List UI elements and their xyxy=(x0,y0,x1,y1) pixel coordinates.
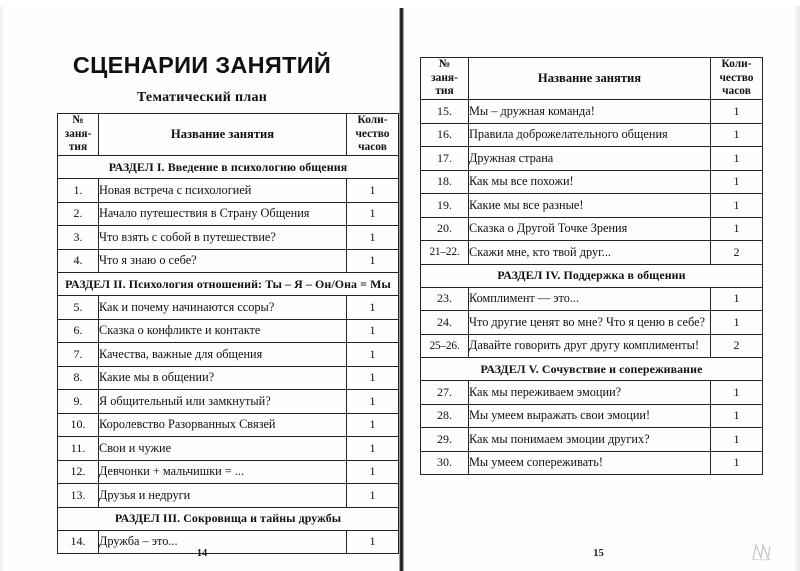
cell-lesson-number: 20. xyxy=(421,217,469,241)
cell-lesson-number: 23. xyxy=(421,287,469,311)
cell-lesson-number: 18. xyxy=(421,170,469,194)
column-header-lesson-name: Название занятия xyxy=(99,114,347,156)
page-left xyxy=(5,0,399,571)
section-title: РАЗДЕЛ IV. Поддержка в общении xyxy=(421,264,763,287)
section-title: РАЗДЕЛ II. Психология отношений: Ты – Я – Он/Она = Мы xyxy=(58,273,399,296)
table-row xyxy=(58,202,399,226)
table-row xyxy=(421,404,763,428)
cell-lesson-name: Качества, важные для общения xyxy=(99,343,347,367)
table-row xyxy=(58,226,399,250)
header-line-2: чество xyxy=(719,71,754,84)
cell-lesson-name: Друзья и недруги xyxy=(99,484,347,508)
cell-lesson-number: 17. xyxy=(421,147,469,171)
cell-hours: 1 xyxy=(347,319,399,343)
cell-hours: 1 xyxy=(347,366,399,390)
cell-lesson-name: Королевство Разорванных Связей xyxy=(99,413,347,437)
header-line-1: Коли- xyxy=(721,58,752,71)
column-header-lesson-number xyxy=(58,114,99,156)
table-row xyxy=(421,217,763,241)
cell-lesson-name: Что я знаю о себе? xyxy=(99,249,347,273)
table-head-left xyxy=(58,114,399,156)
table-body-left xyxy=(58,156,399,554)
cell-hours: 1 xyxy=(347,249,399,273)
page-number-left: 14 xyxy=(196,548,208,559)
cell-lesson-name: Комплимент — это... xyxy=(469,287,711,311)
cell-hours: 1 xyxy=(711,311,763,335)
section-row xyxy=(58,273,399,296)
table-row xyxy=(58,249,399,273)
cell-hours: 1 xyxy=(711,194,763,218)
cell-lesson-number: 12. xyxy=(58,460,99,484)
table-row xyxy=(58,366,399,390)
table-row xyxy=(421,428,763,452)
cell-lesson-name: Что другие ценят во мне? Что я ценю в себе? xyxy=(469,311,711,335)
cell-lesson-name: Как мы все похожи! xyxy=(469,170,711,194)
table-row xyxy=(421,287,763,311)
header-line-1: № xyxy=(438,58,451,71)
cell-lesson-name: Какие мы все разные! xyxy=(469,194,711,218)
section-row xyxy=(58,507,399,530)
table-body-right xyxy=(421,100,763,475)
cell-lesson-number: 24. xyxy=(421,311,469,335)
cell-lesson-name: Давайте говорить друг другу комплименты! xyxy=(469,334,711,358)
section-title: РАЗДЕЛ V. Сочувствие и сопереживание xyxy=(421,358,763,381)
table-row xyxy=(421,334,763,358)
cell-lesson-number: 13. xyxy=(58,484,99,508)
table-row xyxy=(58,296,399,320)
cell-hours: 1 xyxy=(711,100,763,124)
cell-lesson-name: Правила доброжелательного общения xyxy=(469,123,711,147)
scan-edge-right xyxy=(793,0,800,571)
cell-lesson-number: 3. xyxy=(58,226,99,250)
cell-lesson-number: 14. xyxy=(58,530,99,554)
column-header-lesson-number xyxy=(421,58,469,100)
cell-lesson-number: 7. xyxy=(58,343,99,367)
table-row xyxy=(421,381,763,405)
cell-lesson-number: 1. xyxy=(58,179,99,203)
cell-lesson-name: Дружная страна xyxy=(469,147,711,171)
cell-hours: 1 xyxy=(711,381,763,405)
cell-hours: 1 xyxy=(711,147,763,171)
header-line-2: заня- xyxy=(431,71,458,84)
cell-lesson-number: 2. xyxy=(58,202,99,226)
table-header-row xyxy=(421,58,763,100)
cell-lesson-name: Девчонки + мальчишки = ... xyxy=(99,460,347,484)
cell-lesson-name: Я общительный или замкнутый? xyxy=(99,390,347,414)
section-row xyxy=(58,156,399,179)
cell-lesson-number: 16. xyxy=(421,123,469,147)
header-line-3: тия xyxy=(435,85,454,98)
cell-lesson-number: 30. xyxy=(421,451,469,475)
section-row xyxy=(421,358,763,381)
table-head-right xyxy=(421,58,763,100)
cell-lesson-number: 25–26. xyxy=(421,334,469,358)
cell-hours: 1 xyxy=(347,226,399,250)
cell-lesson-name: Мы умеем выражать свои эмоции! xyxy=(469,404,711,428)
cell-lesson-number: 15. xyxy=(421,100,469,124)
cell-hours: 1 xyxy=(347,530,399,554)
cell-lesson-name: Мы умеем сопереживать! xyxy=(469,451,711,475)
cell-lesson-number: 27. xyxy=(421,381,469,405)
header-line-1: Коли- xyxy=(357,114,388,127)
section-title: РАЗДЕЛ III. Сокровища и тайны дружбы xyxy=(58,507,399,530)
cell-hours: 2 xyxy=(711,241,763,265)
cell-hours: 1 xyxy=(347,437,399,461)
cell-lesson-number: 19. xyxy=(421,194,469,218)
cell-hours: 2 xyxy=(711,334,763,358)
cell-hours: 1 xyxy=(711,217,763,241)
cell-lesson-name: Как мы переживаем эмоции? xyxy=(469,381,711,405)
cell-lesson-name: Сказка о Другой Точке Зрения xyxy=(469,217,711,241)
cell-lesson-name: Какие мы в общении? xyxy=(99,366,347,390)
header-line-1: № xyxy=(72,114,84,127)
cell-lesson-name: Сказка о конфликте и контакте xyxy=(99,319,347,343)
cell-lesson-name: Как мы понимаем эмоции других? xyxy=(469,428,711,452)
section-row xyxy=(421,264,763,287)
cell-lesson-name: Свои и чужие xyxy=(99,437,347,461)
cell-hours: 1 xyxy=(347,202,399,226)
table-row xyxy=(421,241,763,265)
table-row xyxy=(421,147,763,171)
table-row xyxy=(421,194,763,218)
header-line-2: заня- xyxy=(64,127,92,140)
cell-hours: 1 xyxy=(347,484,399,508)
table-row xyxy=(58,343,399,367)
handwritten-mark-icon xyxy=(749,541,775,561)
cell-lesson-name: Мы – дружная команда! xyxy=(469,100,711,124)
cell-hours: 1 xyxy=(347,460,399,484)
cell-hours: 1 xyxy=(711,287,763,311)
cell-hours: 1 xyxy=(347,343,399,367)
cell-lesson-name: Дружба – это... xyxy=(99,530,347,554)
header-line-2: чество xyxy=(355,127,390,140)
column-header-hours xyxy=(347,114,399,156)
cell-hours: 1 xyxy=(711,123,763,147)
cell-lesson-name: Скажи мне, кто твой друг... xyxy=(469,241,711,265)
header-line-3: часов xyxy=(358,141,387,154)
page-right xyxy=(404,0,793,571)
cell-lesson-number: 29. xyxy=(421,428,469,452)
page-number-right: 15 xyxy=(593,548,604,559)
cell-hours: 1 xyxy=(347,296,399,320)
cell-lesson-number: 8. xyxy=(58,366,99,390)
cell-lesson-number: 10. xyxy=(58,413,99,437)
cell-hours: 1 xyxy=(711,170,763,194)
cell-hours: 1 xyxy=(347,179,399,203)
cell-hours: 1 xyxy=(347,413,399,437)
cell-lesson-number: 21–22. xyxy=(421,241,469,265)
cell-lesson-number: 6. xyxy=(58,319,99,343)
table-row xyxy=(58,390,399,414)
table-row xyxy=(421,451,763,475)
thematic-plan-table-left xyxy=(57,113,399,554)
page-title: СЦЕНАРИИ ЗАНЯТИЙ xyxy=(72,52,332,78)
cell-hours: 1 xyxy=(711,428,763,452)
table-row xyxy=(58,437,399,461)
cell-lesson-number: 11. xyxy=(58,437,99,461)
table-row xyxy=(58,460,399,484)
cell-lesson-name: Новая встреча с психологией xyxy=(99,179,347,203)
thematic-plan-table-right xyxy=(420,57,763,475)
cell-lesson-name: Как и почему начинаются ссоры? xyxy=(99,296,347,320)
cell-hours: 1 xyxy=(347,390,399,414)
column-header-lesson-name: Название занятия xyxy=(469,58,711,100)
table-row xyxy=(58,484,399,508)
cell-lesson-number: 4. xyxy=(58,249,99,273)
table-row xyxy=(421,123,763,147)
table-row xyxy=(421,100,763,124)
table-row xyxy=(58,179,399,203)
header-line-3: тия xyxy=(68,141,88,154)
cell-hours: 1 xyxy=(711,451,763,475)
section-title: РАЗДЕЛ I. Введение в психологию общения xyxy=(58,156,399,179)
table-header-row xyxy=(58,114,399,156)
table-row xyxy=(58,319,399,343)
table-row xyxy=(421,311,763,335)
column-header-hours xyxy=(711,58,763,100)
table-row xyxy=(58,413,399,437)
table-row xyxy=(421,170,763,194)
cell-hours: 1 xyxy=(711,404,763,428)
header-line-3: часов xyxy=(722,85,751,98)
cell-lesson-number: 28. xyxy=(421,404,469,428)
cell-lesson-number: 9. xyxy=(58,390,99,414)
cell-lesson-number: 5. xyxy=(58,296,99,320)
cell-lesson-name: Что взять с собой в путешествие? xyxy=(99,226,347,250)
cell-lesson-name: Начало путешествия в Страну Общения xyxy=(99,202,347,226)
page-subtitle: Тематический план xyxy=(136,90,268,105)
